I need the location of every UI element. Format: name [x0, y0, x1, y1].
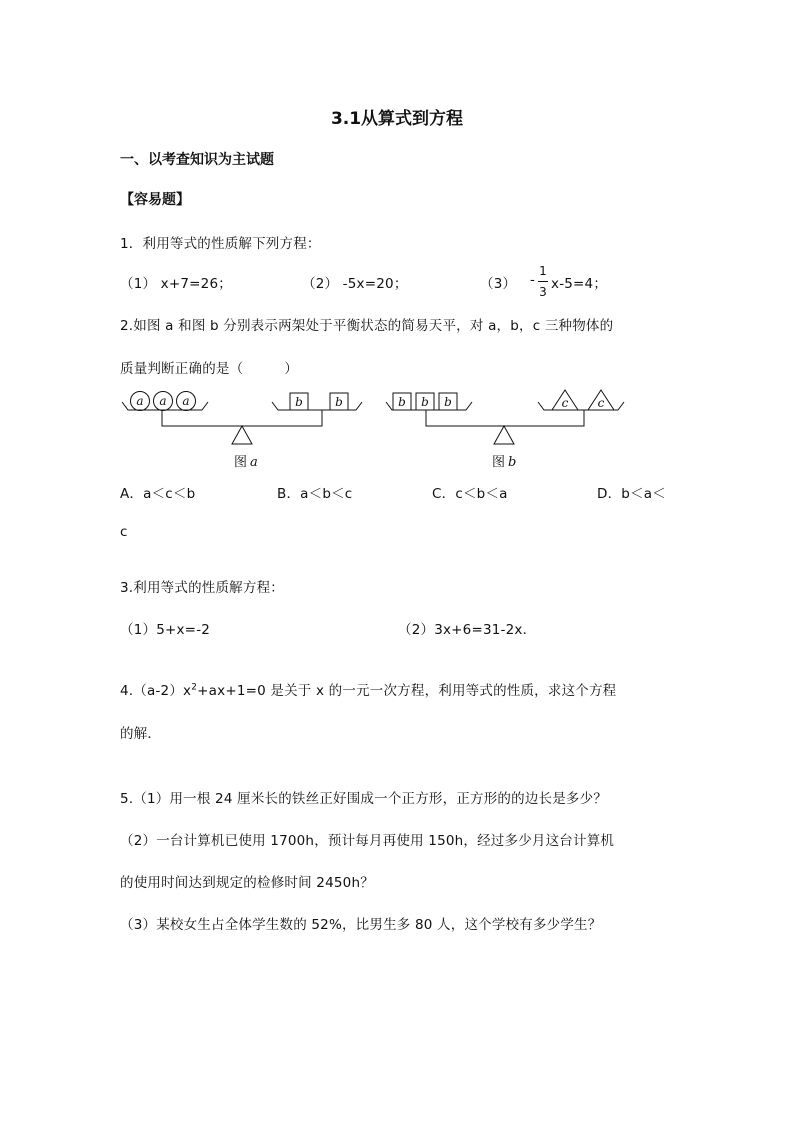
item-c-label: c — [561, 396, 569, 410]
fulcrum-triangle — [494, 426, 514, 444]
q5-line4: （3）某校女生占全体学生数的 52%，比男生多 80 人，这个学校有多少学生？ — [120, 917, 602, 933]
q4-line2: 的解． — [120, 726, 162, 742]
q5-line3: 的使用时间达到规定的检修时间 2450h？ — [120, 875, 374, 891]
q5-line1: 5.（1）用一根 24 厘米长的铁丝正好围成一个正方形，正方形的的边长是多少？ — [120, 791, 608, 807]
q3-part1: （1）5+x=-2 — [120, 622, 211, 638]
option-c: C．c＜b＜a — [432, 486, 508, 502]
q1-part1: （1） x+7=26； — [120, 276, 232, 292]
q5-line2: （2）一台计算机已使用 1700h，预计每月再使用 150h，经过多少月这台计算机 — [120, 833, 615, 849]
fulcrum-triangle — [232, 426, 252, 444]
q4-post: +ax+1=0 是关于 x 的一元一次方程，利用等式的性质，求这个方程 — [197, 683, 617, 699]
item-a-label: a — [159, 394, 167, 408]
page-title: 3.1从算式到方程 — [330, 109, 464, 129]
item-c-label: c — [597, 396, 605, 410]
fraction-denominator: 3 — [539, 285, 547, 299]
option-b: B．a＜b＜c — [277, 486, 353, 502]
beam — [162, 410, 322, 426]
balance-figure-a — [118, 386, 366, 476]
figure-a-caption: 图 — [234, 455, 248, 470]
q4-exponent: 2 — [191, 682, 198, 693]
q1-part3 — [480, 262, 640, 302]
option-d: D．b＜a＜ — [597, 486, 666, 502]
figure-b-caption: 图 — [492, 455, 506, 470]
q4-line1 — [120, 679, 616, 699]
fraction-bar — [538, 281, 548, 282]
q3-part2: （2）3x+6=31-2x． — [398, 622, 537, 638]
q2-line1: 2.如图 a 和图 b 分别表示两架处于平衡状态的简易天平，对 a，b，c 三种物体的 — [120, 318, 614, 334]
item-b-label: b — [335, 395, 343, 409]
q3-stem: 3.利用等式的性质解方程： — [120, 580, 284, 596]
item-b-label: b — [421, 395, 429, 409]
q2-line2: 质量判断正确的是（ ） — [120, 361, 299, 377]
q1-part3-rest: x-5=4； — [551, 276, 608, 292]
fraction-numerator: 1 — [539, 264, 547, 278]
q1-part2: （2） -5x=20； — [302, 276, 408, 292]
item-b-label: b — [398, 395, 406, 409]
item-b-label: b — [295, 395, 303, 409]
beam — [426, 410, 584, 426]
item-a-label: a — [182, 394, 190, 408]
figure-b-caption-letter: b — [508, 455, 517, 470]
option-a: A．a＜c＜b — [120, 486, 196, 502]
figure-a-caption-letter: a — [250, 455, 258, 470]
section-heading: 一、以考查知识为主试题 — [120, 152, 274, 168]
difficulty-heading: 【容易题】 — [120, 192, 190, 208]
option-d-wrap: c — [120, 524, 128, 540]
item-b-label: b — [444, 395, 452, 409]
q1-part3-sign: - — [530, 272, 536, 288]
balance-figure-b — [382, 386, 632, 476]
q1-part3-label: （3） — [480, 276, 517, 292]
q1-stem: 1．利用等式的性质解下列方程： — [120, 236, 321, 252]
q4-pre: 4.（a-2）x — [120, 683, 192, 699]
item-a-label: a — [136, 394, 144, 408]
